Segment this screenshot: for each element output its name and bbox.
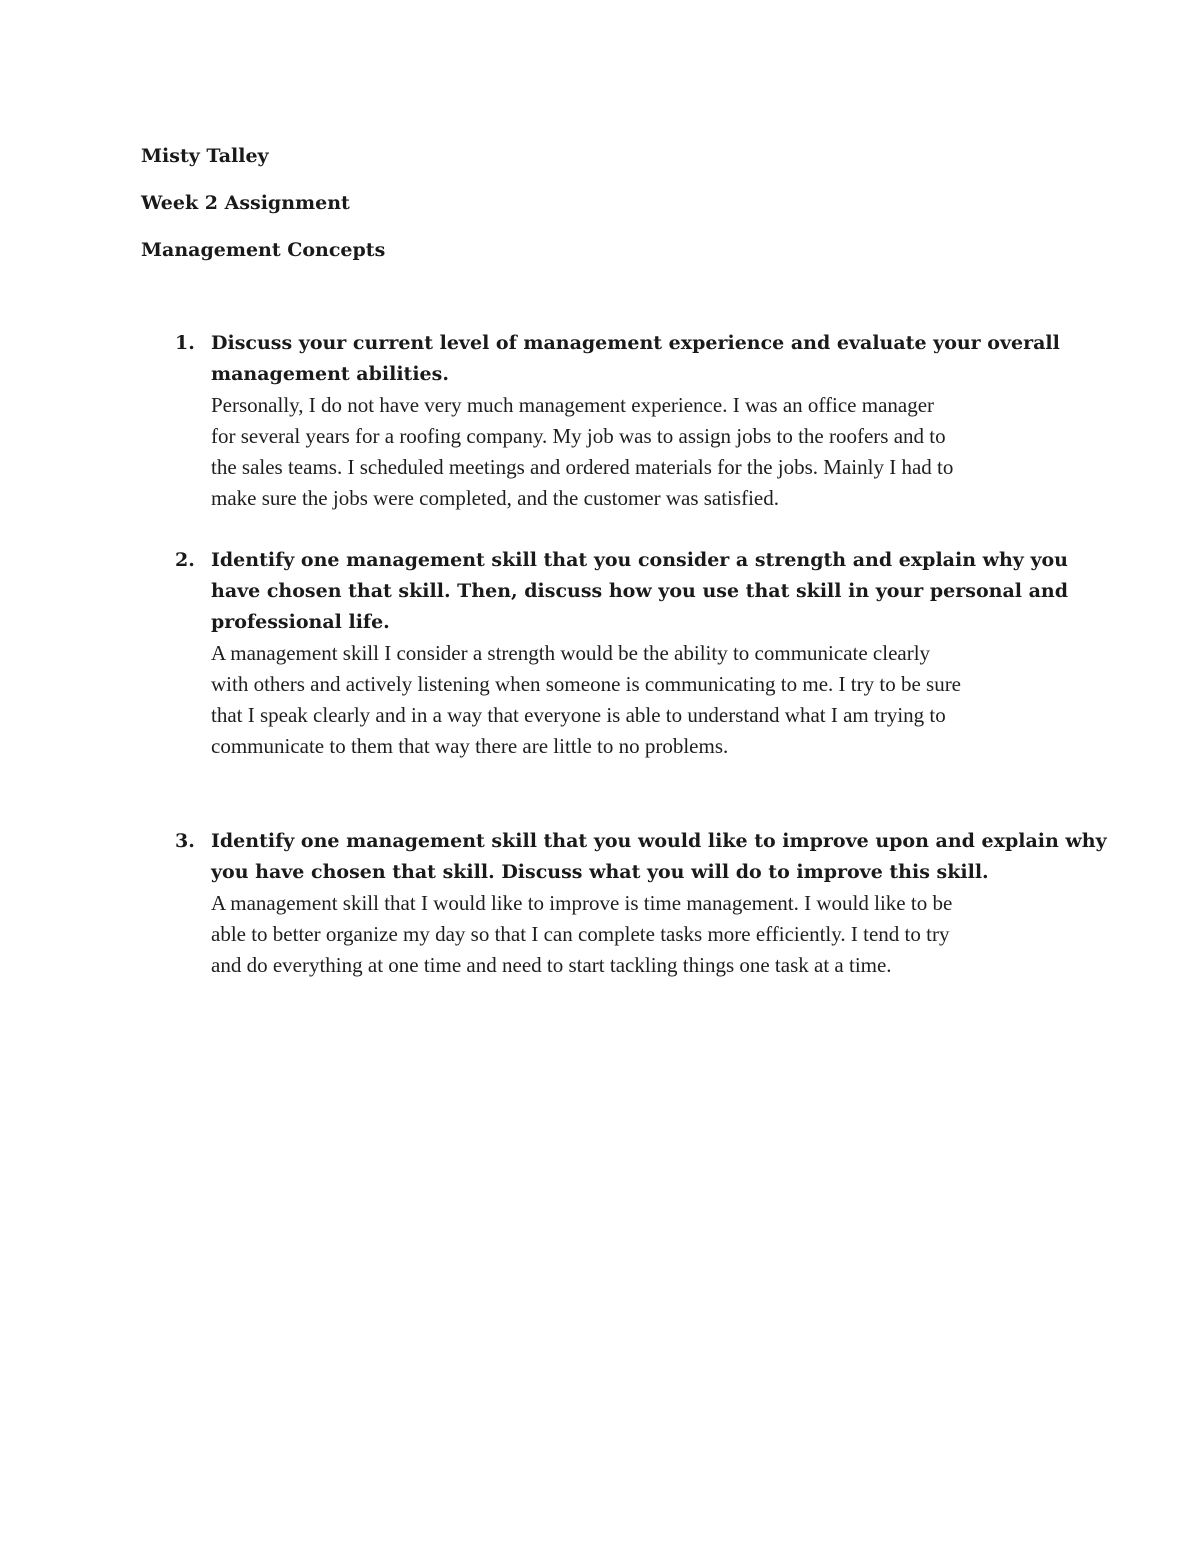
answer-line: the sales teams. I scheduled meetings and ordered materials for the jobs. Mainly I had to bbox=[211, 455, 954, 479]
answer-line: communicate to them that way there are little to no problems. bbox=[211, 734, 729, 758]
answer-line: Personally, I do not have very much management experience. I was an office manager bbox=[211, 393, 935, 417]
answer-line: and do everything at one time and need to start tackling things one task at a time. bbox=[211, 953, 892, 977]
question-line: professional life. bbox=[211, 611, 390, 633]
answer-line: A management skill I consider a strength would be the ability to communicate clearly bbox=[211, 641, 931, 665]
assignment-title: Week 2 Assignment bbox=[141, 192, 350, 214]
question-line: have chosen that skill. Then, discuss how you use that skill in your personal and bbox=[211, 580, 1069, 602]
answer-text bbox=[211, 390, 1073, 514]
question-text bbox=[211, 826, 1107, 888]
answer-text bbox=[211, 638, 1073, 762]
answer-line: that I speak clearly and in a way that everyone is able to understand what I am trying to bbox=[211, 703, 946, 727]
question-line: you have chosen that skill. Discuss what you will do to improve this skill. bbox=[211, 861, 989, 883]
answer-line: able to better organize my day so that I can complete tasks more efficiently. I tend to try bbox=[211, 922, 950, 946]
answer-text bbox=[211, 888, 1073, 981]
question-number: 3. bbox=[175, 830, 195, 852]
question-body bbox=[211, 328, 1073, 514]
answer-line: for several years for a roofing company. My job was to assign jobs to the roofers and to bbox=[211, 424, 946, 448]
answer-line: with others and actively listening when someone is communicating to me. I try to be sure bbox=[211, 672, 962, 696]
question-line: Identify one management skill that you would like to improve upon and explain why bbox=[211, 830, 1107, 852]
question-line: Identify one management skill that you consider a strength and explain why you bbox=[211, 549, 1068, 571]
question-number: 1. bbox=[175, 332, 195, 354]
question-text bbox=[211, 545, 1073, 638]
answer-line: A management skill that I would like to improve is time management. I would like to be bbox=[211, 891, 953, 915]
question-body bbox=[211, 826, 1107, 981]
question-body bbox=[211, 545, 1073, 762]
question-number: 2. bbox=[175, 549, 195, 571]
question-line: Discuss your current level of management experience and evaluate your overall bbox=[211, 332, 1060, 354]
answer-line: make sure the jobs were completed, and the customer was satisfied. bbox=[211, 486, 779, 510]
question-line: management abilities. bbox=[211, 363, 449, 385]
course-title: Management Concepts bbox=[141, 239, 386, 261]
author-name: Misty Talley bbox=[141, 145, 269, 167]
question-text bbox=[211, 328, 1073, 390]
